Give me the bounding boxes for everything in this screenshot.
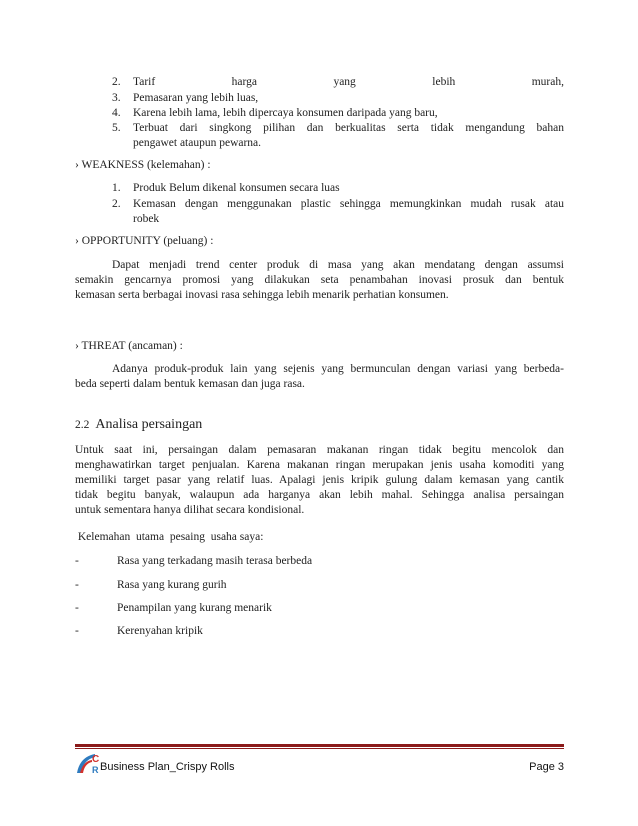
company-logo-icon xyxy=(75,752,101,774)
list-item xyxy=(112,181,564,196)
footer-rule-thin xyxy=(75,748,564,749)
list-number: 4. xyxy=(112,107,121,119)
strengths-list-row xyxy=(112,121,564,151)
opportunity-heading: › OPPORTUNITY (peluang) : xyxy=(75,235,214,247)
list-item xyxy=(112,75,564,90)
competitor-weakness-intro: Kelemahan utama pesaing usaha saya: xyxy=(75,531,264,543)
list-text: Produk Belum dikenal konsumen secara luas xyxy=(133,182,340,194)
dash-bullet: - xyxy=(75,555,79,567)
paragraph-line: menghawatirkan target penjualan. Karena makanan ringan merupakan jenis usaha komoditi yang xyxy=(75,459,564,471)
strengths-list-row xyxy=(112,106,564,121)
list-text: Kerenyahan kripik xyxy=(117,625,203,637)
list-text: Rasa yang kurang gurih xyxy=(117,579,227,591)
threat-paragraph xyxy=(75,362,564,392)
list-text-continued: robek xyxy=(133,213,160,225)
list-item xyxy=(112,106,564,121)
dash-bullet: - xyxy=(75,602,79,614)
logo-letter-c: C xyxy=(92,754,100,765)
section-title xyxy=(75,417,202,433)
list-number: 2. xyxy=(112,76,121,88)
strengths-list xyxy=(112,75,564,90)
list-item xyxy=(75,578,475,593)
opportunity-paragraph xyxy=(75,258,564,303)
list-item xyxy=(75,601,475,616)
dash-bullet: - xyxy=(75,579,79,591)
list-item xyxy=(75,554,475,569)
weakness-heading: › WEAKNESS (kelemahan) : xyxy=(75,159,211,171)
weakness-list-row xyxy=(112,197,564,227)
weakness-list xyxy=(112,181,564,196)
list-item xyxy=(112,91,564,106)
logo-letter-r: R xyxy=(92,765,99,774)
list-text: Kemasan dengan menggunakan plastic sehingga memungkinkan mudah rusak atau xyxy=(133,198,564,210)
paragraph-line: Untuk saat ini, persaingan dalam pemasaran makanan ringan tidak begitu mencolok dan xyxy=(75,444,564,456)
list-text: Terbuat dari singkong pilihan dan berkualitas serta tidak mengandung bahan xyxy=(133,122,564,134)
paragraph-line: untuk sementara hanya dilihat secara kondisional. xyxy=(75,504,305,516)
section-number: 2.2 xyxy=(75,419,90,431)
footer-page-number: Page 3 xyxy=(529,761,564,773)
strengths-list-row xyxy=(112,91,564,106)
footer-rule xyxy=(75,744,564,747)
list-text: Tarif harga yang lebih murah, xyxy=(133,76,564,88)
paragraph-line: kemasan serta berbagai inovasi rasa sehingga lebih menarik perhatian konsumen. xyxy=(75,289,449,301)
paragraph-line: tidak begitu banyak, walaupun ada harganya akan lebih mahal. Sehingga analisa persaingan xyxy=(75,489,564,501)
list-number: 1. xyxy=(112,182,121,194)
list-number: 3. xyxy=(112,92,121,104)
list-text: Pemasaran yang lebih luas, xyxy=(133,92,259,104)
threat-heading: › THREAT (ancaman) : xyxy=(75,340,183,352)
list-number: 5. xyxy=(112,122,121,134)
list-item xyxy=(75,624,475,639)
section-title-text: Analisa persaingan xyxy=(95,417,203,432)
list-item xyxy=(112,121,564,136)
list-text: Penampilan yang kurang menarik xyxy=(117,602,272,614)
paragraph-line: beda seperti dalam bentuk kemasan dan juga rasa. xyxy=(75,378,305,390)
paragraph-line: semakin gencarnya promosi yang dilakukan seta penambahan inovasi prosuk dan bentuk xyxy=(75,274,564,286)
paragraph-line: Adanya produk-produk lain yang sejenis yang bermunculan dengan variasi yang berbeda- xyxy=(112,363,564,375)
dash-bullet: - xyxy=(75,625,79,637)
footer-document-title: Business Plan_Crispy Rolls xyxy=(100,761,235,773)
paragraph-line: memiliki target pasar yang relatif luas. Apalagi jenis kripik gulung dalam kemasan yang cantik xyxy=(75,474,564,486)
list-text: Karena lebih lama, lebih dipercaya konsumen daripada yang baru, xyxy=(133,107,438,119)
competition-paragraph xyxy=(75,443,564,518)
list-text-continued: pengawet ataupun pewarna. xyxy=(133,137,262,149)
list-text: Rasa yang terkadang masih terasa berbeda xyxy=(117,555,313,567)
list-item xyxy=(112,197,564,212)
paragraph-line: Dapat menjadi trend center produk di masa yang akan mendatang dengan assumsi xyxy=(112,259,564,271)
list-number: 2. xyxy=(112,198,121,210)
